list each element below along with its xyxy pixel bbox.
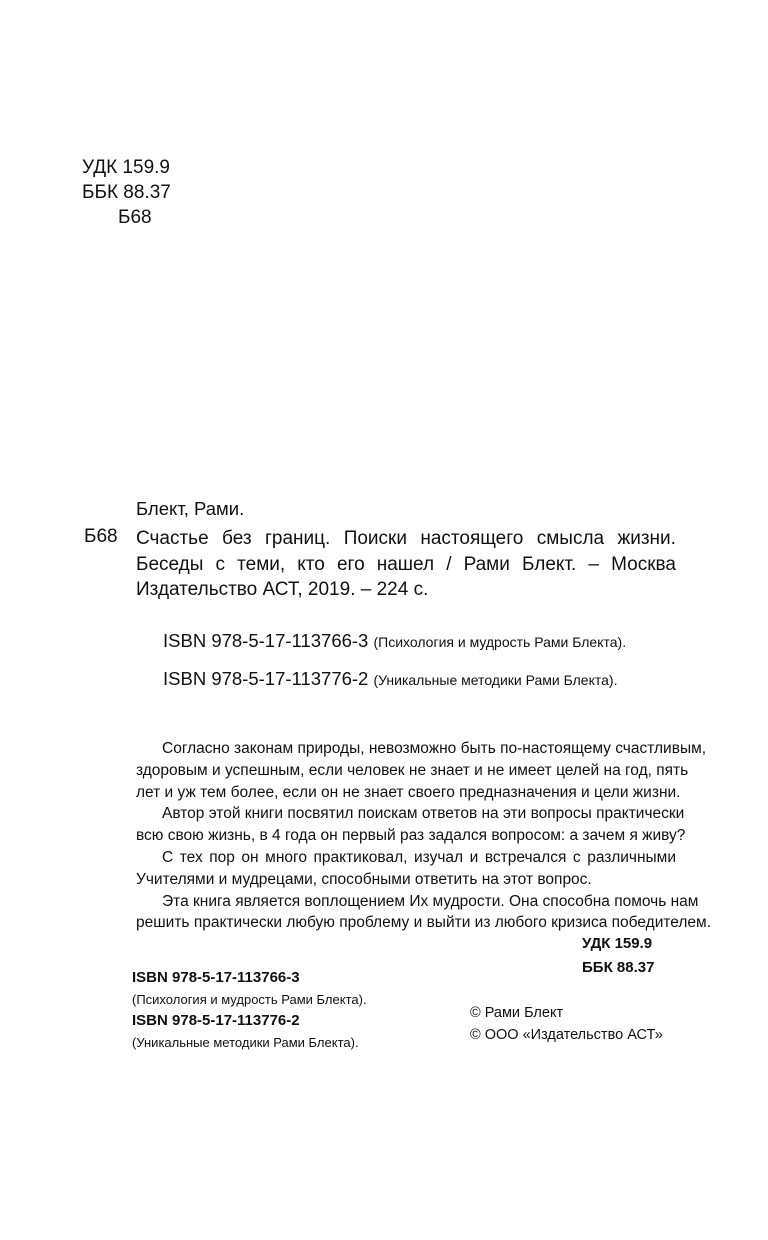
record-author-mark: Б68 bbox=[84, 526, 118, 547]
annotation-line: здоровым и успешным, если человек не знает и не имеет целей на год, пять bbox=[136, 761, 689, 779]
isbn-line-1 bbox=[163, 630, 626, 652]
annotation-line: Эта книга является воплощением Их мудрости. Она способна помочь нам bbox=[162, 892, 699, 910]
record-line-3: Издательство АСТ, 2019. – 224 с. bbox=[136, 579, 429, 600]
copyright-author: © Рами Блект bbox=[470, 1005, 564, 1021]
annotation-line: Автор этой книги посвятил поискам ответов на эти вопросы практически bbox=[162, 805, 685, 823]
classification-codes-bottom bbox=[582, 932, 654, 980]
bbk-code: ББК 88.37 bbox=[82, 182, 171, 203]
record-author: Блект, Рами. bbox=[136, 498, 245, 519]
udk-code: УДК 159.9 bbox=[82, 157, 170, 178]
isbn-series: (Уникальные методики Рами Блекта). bbox=[373, 672, 618, 688]
copyright-block bbox=[470, 1002, 663, 1046]
isbn-code: ISBN 978-5-17-113776-2 bbox=[132, 1012, 300, 1029]
record-description bbox=[136, 526, 676, 603]
annotation-line: решить практически любую проблему и выйти из любого кризиса победителем. bbox=[136, 914, 712, 932]
isbn-series: (Психология и мудрость Рами Блекта). bbox=[373, 634, 627, 650]
annotation-line: С тех пор он много практиковал, изучал и встречался с различными bbox=[162, 848, 676, 866]
record-line-2: Беседы с теми, кто его нашел / Рами Блект. – Москва bbox=[136, 553, 676, 575]
udk-code: УДК 159.9 bbox=[582, 935, 653, 952]
annotation-line: Согласно законам природы, невозможно быть по-настоящему счастливым, bbox=[162, 740, 707, 757]
isbn-code: ISBN 978-5-17-113766-3 bbox=[132, 969, 300, 986]
annotation-line: лет и уж тем более, если он не знает своего предназначения и цели жизни. bbox=[136, 783, 681, 801]
record-line-1: Счастье без границ. Поиски настоящего смысла жизни. bbox=[136, 528, 676, 549]
isbn-code: ISBN 978-5-17-113766-3 bbox=[163, 630, 369, 651]
isbn-code: ISBN 978-5-17-113776-2 bbox=[163, 668, 369, 689]
bbk-code: ББК 88.37 bbox=[582, 959, 655, 976]
classification-codes-top bbox=[82, 155, 171, 230]
copyright-publisher: © ООО «Издательство АСТ» bbox=[470, 1027, 663, 1043]
isbn-block-bottom bbox=[132, 967, 367, 1053]
isbn-line-2 bbox=[163, 668, 617, 690]
annotation bbox=[136, 738, 712, 934]
isbn-series: (Уникальные методики Рами Блекта). bbox=[132, 1034, 359, 1050]
author-mark: Б68 bbox=[118, 207, 152, 228]
annotation-line: Учителями и мудрецами, способными ответить на этот вопрос. bbox=[136, 870, 592, 888]
annotation-line: всю свою жизнь, в 4 года он первый раз задался вопросом: а зачем я живу? bbox=[136, 827, 686, 845]
isbn-series: (Психология и мудрость Рами Блекта). bbox=[132, 991, 367, 1007]
